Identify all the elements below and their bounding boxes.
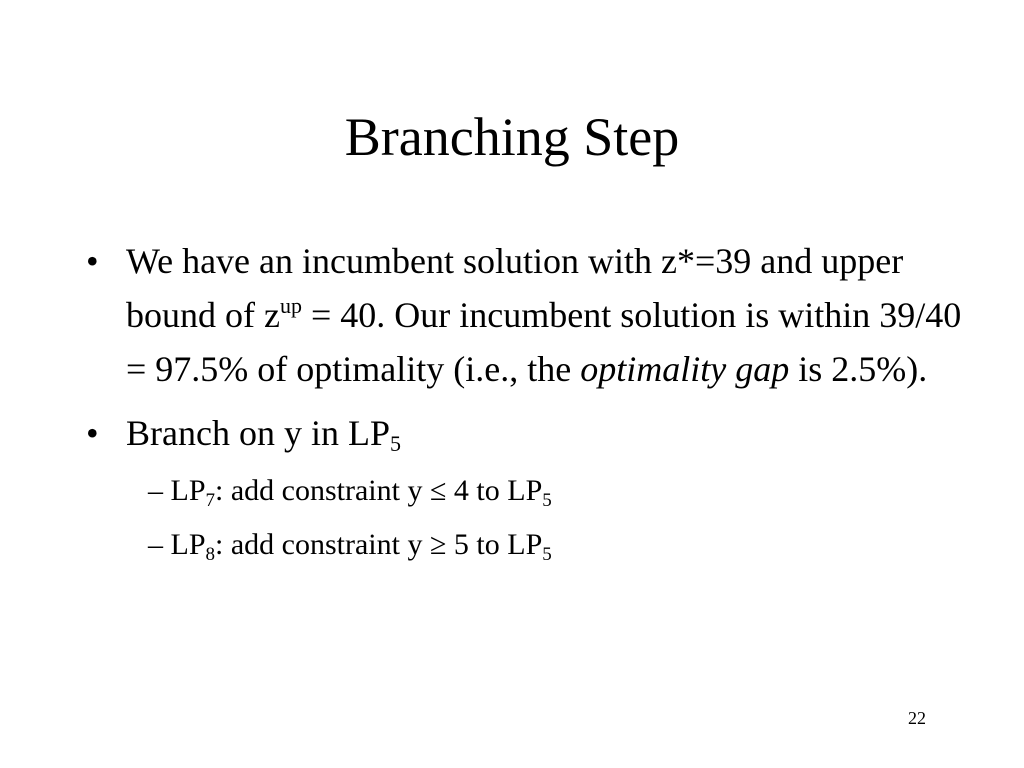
subbullet-list [126,464,966,572]
bullet-dot-icon: • [86,241,99,281]
subbullet-lp7 [148,464,966,518]
subbullet-prefix: – LP [148,474,206,507]
slide-title: Branching Step [344,107,680,167]
subscript: 5 [542,544,552,565]
bullet-text-part: = 40. Our incumbent solution is within 39/40 = 97.5% of optimality (i.e., the [126,295,962,389]
subbullet-text: : add constraint y ≤ 4 to LP [215,474,543,507]
bullet-text-part: is 2.5%). [789,349,928,389]
superscript-up: up [279,293,302,318]
subbullet-text: : add constraint y ≥ 5 to LP [215,528,543,561]
bullet-text-part: Branch on y in LP [126,413,390,453]
bullet-text [126,241,961,389]
bullet-list [86,234,966,572]
page-number: 22 [908,708,926,728]
bullet-dot-icon: • [86,413,99,453]
bullet-text [126,413,401,456]
subscript: 8 [205,544,216,565]
bullet-text-part: We have an incumbent solution with z*=39 and upper bound of z [126,241,904,335]
italic-term: optimality gap [580,349,790,389]
bullet-branch-on-y [86,406,966,572]
subscript: 5 [389,431,401,456]
bullet-incumbent-solution [86,234,966,396]
subscript: 5 [542,490,552,511]
subbullet-lp8 [148,518,966,572]
subbullet-prefix: – LP [148,528,206,561]
subscript: 7 [205,490,216,511]
